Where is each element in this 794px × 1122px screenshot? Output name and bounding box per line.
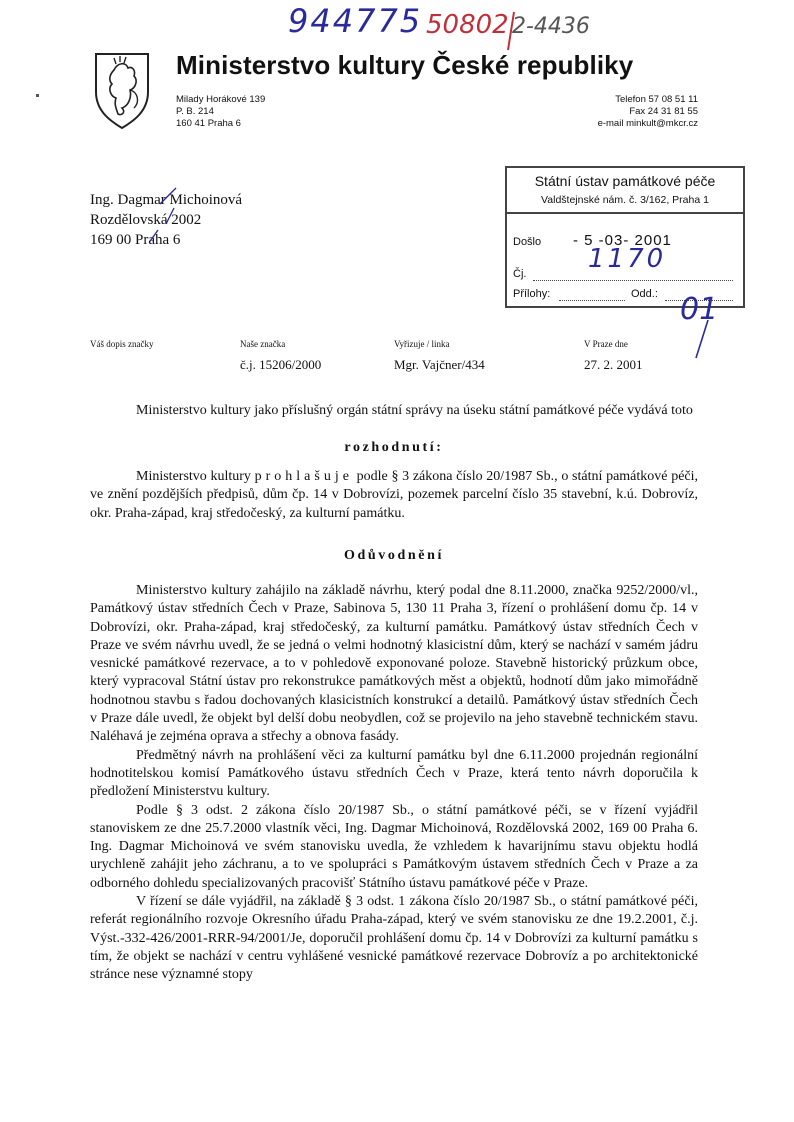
ref-label-your-letter: Váš dopis značky	[90, 339, 154, 349]
decision-heading: rozhodnutí:	[344, 440, 444, 455]
fax-line: Fax 24 31 81 55	[629, 106, 698, 117]
ref-label-our-mark: Naše značka	[240, 339, 286, 349]
handwritten-margin-number: 01	[680, 292, 719, 327]
stamp-received-date: - 5 -03- 2001	[573, 232, 672, 249]
ref-value-our-mark: č.j. 15206/2000	[240, 357, 322, 372]
ref-value-date: 27. 2. 2001	[584, 357, 643, 372]
recipient-name: Ing. Dagmar Michoinová	[90, 192, 243, 208]
reasoning-heading: Odůvodnění	[344, 548, 444, 563]
ref-label-date: V Praze dne	[584, 339, 628, 349]
reasoning-section	[90, 582, 698, 985]
decision-text-pre: Ministerstvo kultury	[136, 469, 251, 484]
reasoning-paragraph: V řízení se dále vyjádřil, na základě § 3 odst. 1 zákona číslo 20/1987 Sb., o státní památkové péči, referát regionálního rozvoje Okresního úřadu Praha-západ, který ve svém stanovisku ze dne 19.2.2001, č.j. Výst.-332-426/2001-RRR-94/2001/Je, doporučil prohlášení domu čp. 14 v Dobrovízi za kulturní památku s tím, že objekt se nachází v centru vyhlášené vesnické památkové rezervace Dobrovíz a po architektonické stránce nese významné stopy	[90, 894, 698, 983]
stamp-title: Státní ústav památkové péče	[534, 173, 716, 189]
decision-text-post: podle § 3 zákona číslo 20/1987 Sb., o státní památkové péči, ve znění pozdějších předpisů, dům čp. 14 v Dobrovízi, pozemek parcelní číslo 35 stavební, k.ú. Dobrovíz, okr. Praha-západ, kraj středočeský, za kulturní památku.	[90, 469, 699, 521]
stamp-dept-label: Odd.:	[631, 288, 658, 300]
intro-text: Ministerstvo kultury jako příslušný orgán státní správy na úseku státní památkové péče vydává toto	[136, 403, 693, 418]
recipient-street: Rozdělovská 2002	[90, 212, 202, 228]
recipient-city: 169 00 Praha 6	[90, 232, 181, 248]
stamp-attachments-line	[559, 300, 625, 301]
stamp-divider	[507, 212, 743, 214]
address-line: 160 41 Praha 6	[176, 118, 241, 129]
decision-verb: prohlašuje	[254, 469, 353, 484]
address-line: P. B. 214	[176, 106, 214, 117]
stamp-ref-label: Čj.	[513, 268, 527, 280]
handwritten-reference: 2-4436	[512, 14, 590, 39]
phone-line: Telefon 57 08 51 11	[615, 94, 698, 105]
stamp-ref-line	[533, 280, 733, 281]
ministry-contact	[540, 94, 698, 130]
handwritten-recipient-marks	[150, 186, 230, 256]
stamp-received-label: Došlo	[513, 236, 542, 248]
intro-paragraph	[90, 402, 698, 420]
stamp-address: Valdštejnské nám. č. 3/162, Praha 1	[541, 194, 709, 206]
reasoning-paragraph: Podle § 3 odst. 2 zákona číslo 20/1987 Sb., o státní památkové péči, se v řízení vyjádřil stanoviskem ze dne 25.7.2000 vlastník věci, Ing. Dagmar Michoinová, Rozdělovská 2002, 169 00 Praha 6. Ing. Dagmar Michoinová ve svém stanovisku uvedla, že vzhledem k havarijnímu stavu objektu hodlá urychleně zahájit jeho záchranu, a to ve spolupráci s Památkovým ústavem středních Čech v Praze a za odborného dohledu specializovaných pracovišť Státního ústavu památkové péče v Praze.	[90, 802, 698, 891]
ministry-address	[176, 94, 265, 130]
email-line: e-mail minkult@mkcr.cz	[597, 118, 698, 129]
stamp-attachments-label: Přílohy:	[513, 288, 551, 300]
address-line: Milady Horákové 139	[176, 94, 266, 105]
decision-paragraph	[90, 468, 698, 523]
handwritten-file-number: 944775	[288, 2, 423, 40]
ref-label-handled-by: Vyřizuje / linka	[394, 339, 450, 349]
handwritten-margin-stroke	[690, 318, 714, 362]
ref-value-handled-by: Mgr. Vajčner/434	[394, 357, 485, 372]
czech-lion-emblem-icon	[92, 48, 152, 130]
reasoning-paragraph: Ministerstvo kultury zahájilo na základě návrhu, který podal dne 8.11.2000, značka 9252/2000/vl., Památkový ústav středních Čech v Praze, Sabinova 5, 130 11 Praha 3, řízení o prohlášení domu čp. 14 v Dobrovízi, okr. Praha-západ, kraj středočeský, za kulturní památku. Památkový ústav středních Čech v Praze ve svém návrhu uvedl, že se jedná o velmi hodnotný klasicistní dům, který se nachází v samém jádru vesnické památkové rezervace, a to v pohledově exponované poloze. Stavebně historický průzkum obce, který vypracoval Státní ústav pro rekonstrukce památkových měst a objektů, hodnotí dům jako mimořádně hodnotnou stavbu s řadou dochovaných klasicistních konstrukcí a detailů. Památkový ústav středních Čech v Praze dále uvedl, že objekt byl delší dobu neobydlen, což se projevilo na jeho stavebně technickém stavu. Naléhavá je zejména oprava a střechy a obnova fasády.	[90, 583, 698, 745]
handwritten-stamp-number: 1170	[588, 244, 667, 274]
ministry-title: Ministerstvo kultury České republiky	[176, 50, 634, 80]
reasoning-paragraph: Předmětný návrh na prohlášení věci za kulturní památku byl dne 6.11.2000 projednán regionální hodnotitelskou komisí Památkového ústavu středních Čech v Praze, která tento návrh doporučila k předložení Ministerstvu kultury.	[90, 747, 698, 800]
receipt-stamp	[505, 166, 745, 308]
handwritten-slash	[500, 10, 520, 52]
handwritten-red-number: 50802	[426, 10, 509, 40]
margin-mark	[36, 94, 39, 97]
